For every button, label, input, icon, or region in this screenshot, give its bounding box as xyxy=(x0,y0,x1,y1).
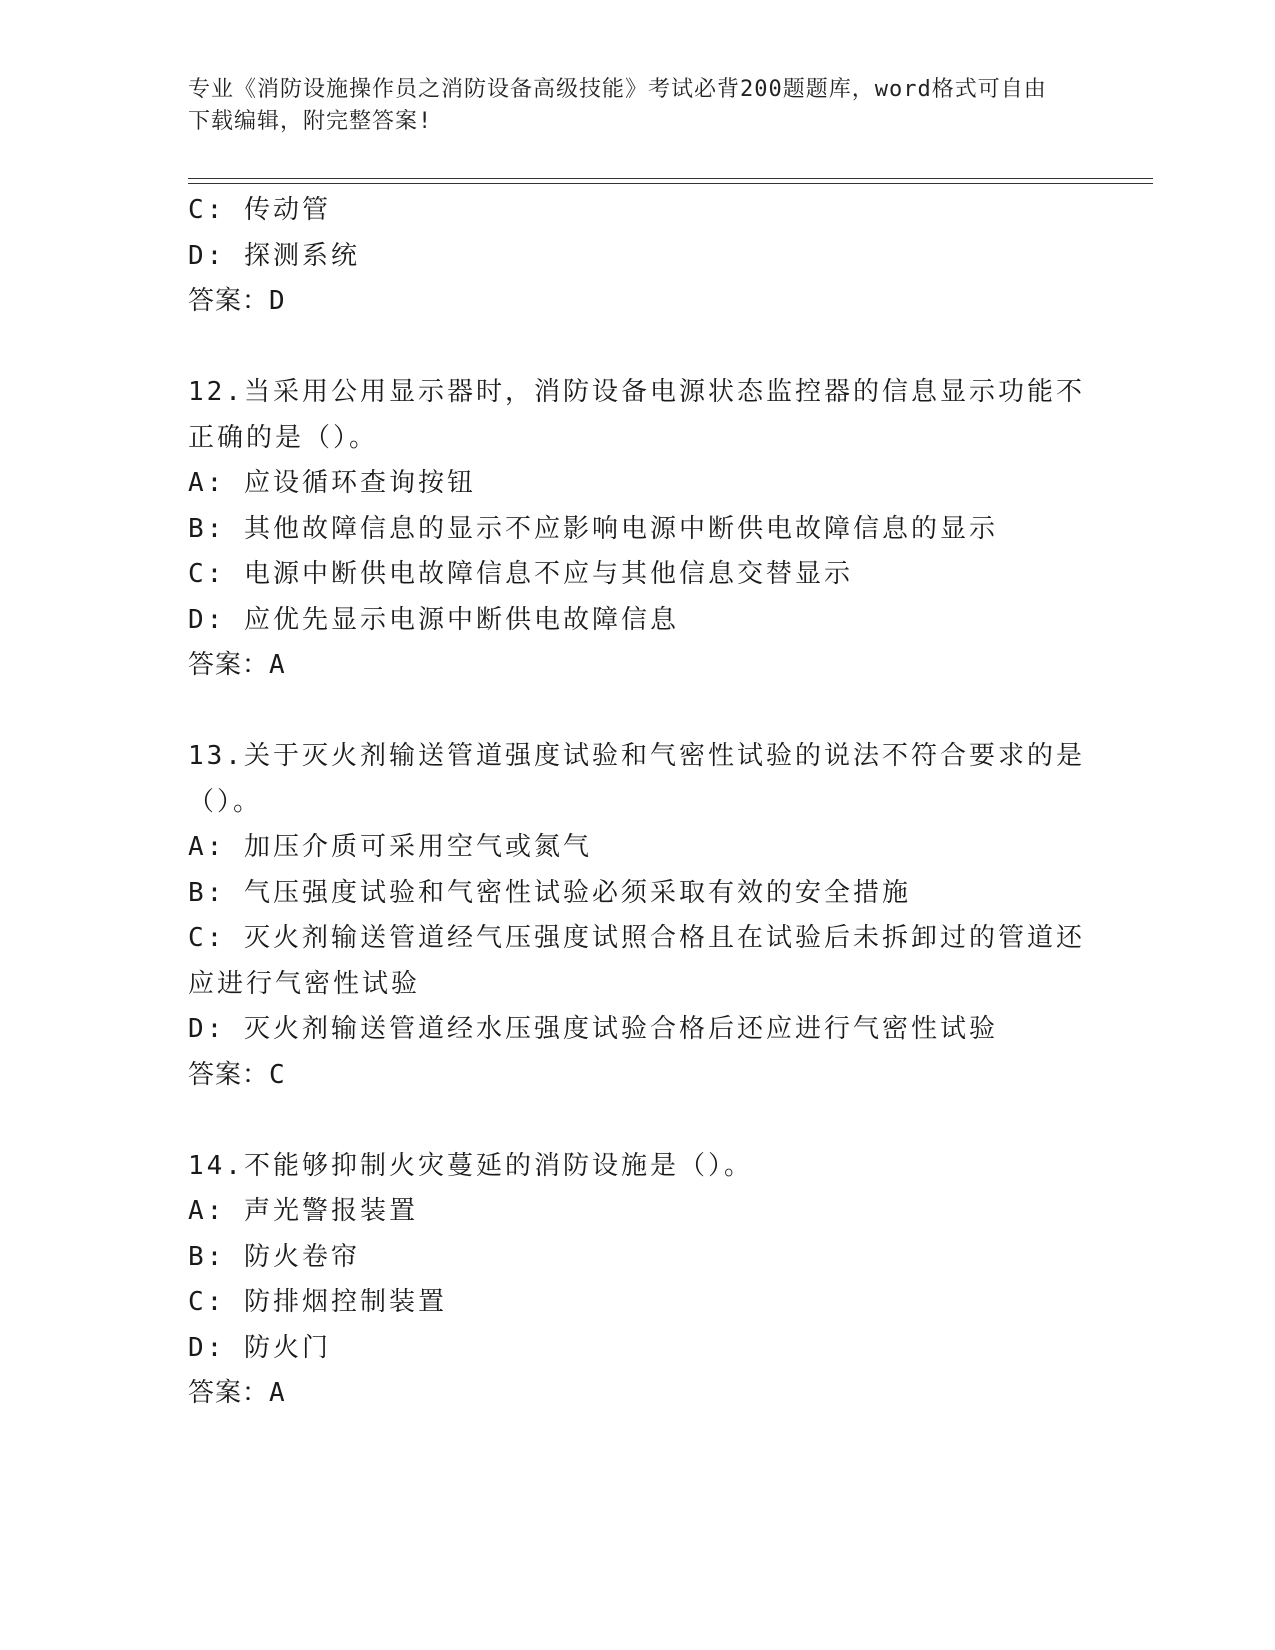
option-text: 其他故障信息的显示不应影响电源中断供电故障信息的显示 xyxy=(243,513,998,544)
option-d: D: 应优先显示电源中断供电故障信息 xyxy=(188,604,679,635)
option-a: A: 声光警报装置 xyxy=(188,1196,418,1226)
question-text: 14.不能够抑制火灾蔓延的消防设施是（）。 xyxy=(188,1150,753,1181)
answer-label: 答案： xyxy=(188,1378,270,1408)
answer-value: A xyxy=(269,650,286,680)
answer-line xyxy=(188,1053,1088,1099)
answer-line xyxy=(188,279,1088,325)
option-text: 传动管 xyxy=(243,195,331,225)
option-label: B xyxy=(188,1241,207,1272)
spacer xyxy=(188,325,1088,371)
option-label: C xyxy=(188,923,207,953)
question-block-13 xyxy=(188,734,1088,1098)
option-label: C xyxy=(188,195,207,225)
option-label: B xyxy=(188,513,207,544)
option-label: A xyxy=(188,468,207,498)
question-block-11 xyxy=(188,188,1088,325)
option-text: 声光警报装置 xyxy=(243,1196,418,1226)
option-label: D xyxy=(188,240,207,271)
option-d: D: 灭火剂输送管道经水压强度试验合格后还应进行气密性试验 xyxy=(188,1014,998,1044)
option-label: C xyxy=(188,559,207,589)
question-list xyxy=(188,188,1088,1417)
option-b: B: 气压强度试验和气密性试验必须采取有效的安全措施 xyxy=(188,877,911,908)
option-text: 防火卷帘 xyxy=(243,1241,360,1272)
option-label: B xyxy=(188,877,207,908)
document-header xyxy=(188,74,1068,138)
answer-label: 答案： xyxy=(188,650,270,680)
option-label: A xyxy=(188,1196,207,1226)
option-d: D: 防火门 xyxy=(188,1332,331,1363)
answer-line xyxy=(188,643,1088,689)
option-text: 电源中断供电故障信息不应与其他信息交替显示 xyxy=(243,559,853,589)
header-double-rule xyxy=(188,178,1153,184)
option-text: 灭火剂输送管道经水压强度试验合格后还应进行气密性试验 xyxy=(243,1014,998,1044)
answer-value: D xyxy=(269,286,286,316)
question-text: 12.当采用公用显示器时，消防设备电源状态监控器的信息显示功能不正确的是（）。 xyxy=(188,377,1085,453)
option-label: A xyxy=(188,832,207,862)
option-text: 加压介质可采用空气或氮气 xyxy=(243,832,592,862)
option-text: 探测系统 xyxy=(243,240,360,271)
option-label: D xyxy=(188,1332,207,1363)
option-c: C: 电源中断供电故障信息不应与其他信息交替显示 xyxy=(188,559,853,589)
answer-value: C xyxy=(269,1059,286,1090)
option-a: A: 加压介质可采用空气或氮气 xyxy=(188,832,592,862)
answer-value: A xyxy=(269,1378,286,1408)
header-title: 专业《消防设施操作员之消防设备高级技能》考试必背200题题库，word格式可自由下载编辑，附完整答案! xyxy=(188,77,1047,134)
option-text: 防火门 xyxy=(243,1332,331,1363)
question-text: 13.关于灭火剂输送管道强度试验和气密性试验的说法不符合要求的是（）。 xyxy=(188,741,1085,817)
option-label: C xyxy=(188,1287,207,1317)
spacer xyxy=(188,1098,1088,1144)
question-block-12 xyxy=(188,370,1088,689)
question-block-14 xyxy=(188,1144,1088,1417)
answer-line xyxy=(188,1371,1088,1417)
spacer xyxy=(188,689,1088,735)
option-c: C: 防排烟控制装置 xyxy=(188,1287,447,1317)
option-text: 应优先显示电源中断供电故障信息 xyxy=(243,604,679,635)
option-text: 灭火剂输送管道经气压强度试照合格且在试验后未拆卸过的管道还应进行气密性试验 xyxy=(188,923,1085,999)
answer-label: 答案： xyxy=(188,1059,270,1090)
option-label: D xyxy=(188,604,207,635)
option-b: B: 防火卷帘 xyxy=(188,1241,360,1272)
option-text: 气压强度试验和气密性试验必须采取有效的安全措施 xyxy=(243,877,911,908)
option-a: A: 应设循环查询按钮 xyxy=(188,468,476,498)
option-c: C: 传动管 xyxy=(188,195,331,225)
option-text: 防排烟控制装置 xyxy=(243,1287,447,1317)
option-c: C: 灭火剂输送管道经气压强度试照合格且在试验后未拆卸过的管道还应进行气密性试验 xyxy=(188,923,1085,999)
option-label: D xyxy=(188,1014,207,1044)
option-d: D: 探测系统 xyxy=(188,240,360,271)
answer-label: 答案： xyxy=(188,286,270,316)
option-text: 应设循环查询按钮 xyxy=(243,468,476,498)
option-b: B: 其他故障信息的显示不应影响电源中断供电故障信息的显示 xyxy=(188,513,998,544)
